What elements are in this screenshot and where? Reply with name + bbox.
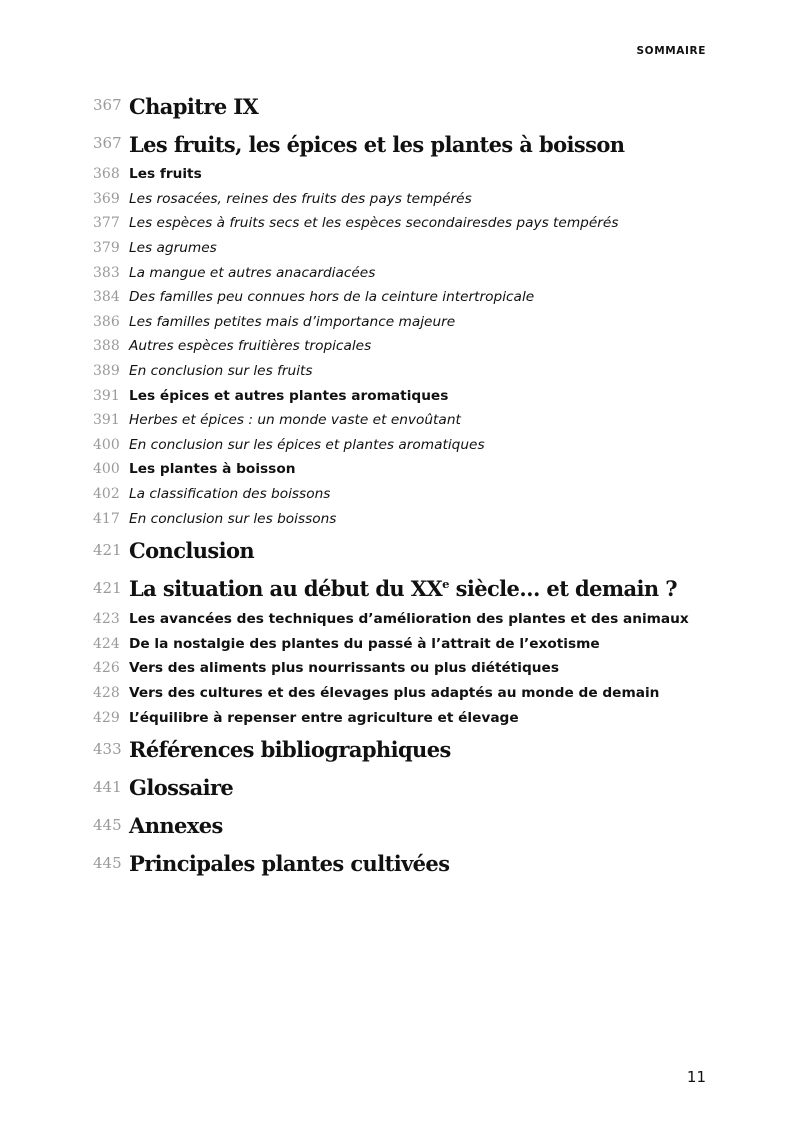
toc-title: Des familles peu connues hors de la ceinture intertropicale [129,289,535,306]
toc-page-number: 367 [93,96,122,114]
toc-page-number: 384 [93,289,120,306]
toc-entry-heading [93,86,740,124]
toc-entry-heading [93,531,740,569]
toc-entry-subsection [93,187,740,212]
running-header: SOMMAIRE [636,45,706,57]
toc-title [129,574,677,601]
toc-title: Glossaire [129,775,234,801]
toc-entry-heading [93,124,740,162]
toc-page-number: 441 [93,777,122,796]
toc-entry-subsection [93,285,740,310]
toc-page-number: 421 [93,578,122,597]
toc-page-number: 386 [93,313,120,330]
toc-title: En conclusion sur les boissons [129,510,337,527]
toc-page-number: 388 [93,338,120,355]
toc-title: En conclusion sur les fruits [129,363,313,380]
toc-title: Herbes et épices : un monde vaste et envoûtant [129,412,461,429]
toc-title-part: siècle… et demain ? [448,576,677,602]
toc-title: La classification des boissons [129,486,331,503]
toc-title: Références bibliographiques [129,737,451,763]
toc-entry-heading [93,844,740,882]
toc-title: Autres espèces fruitières tropicales [129,338,372,355]
toc-entry-heading [93,569,740,607]
toc-entry-section [93,705,740,730]
toc-title: L’équilibre à repenser entre agriculture et élevage [129,709,519,726]
toc-page-number: 428 [93,684,120,701]
toc-title: Vers des aliments plus nourrissants ou plus diététiques [129,660,559,677]
toc-title: Les plantes à boisson [129,461,296,478]
toc-title: La mangue et autres anacardiacées [129,264,376,281]
toc-page-number: 426 [93,660,120,677]
toc-entry-section [93,383,740,408]
toc-page-number: 377 [93,215,120,232]
toc-title: Les fruits, les épices et les plantes à boisson [129,131,625,157]
toc-page-number: 391 [93,412,120,429]
table-of-contents [93,86,740,882]
toc-entry-heading [93,730,740,768]
toc-entry-subsection [93,310,740,335]
toc-page-number: 433 [93,739,122,758]
toc-page-number: 400 [93,436,120,453]
toc-page-number: 429 [93,709,120,726]
toc-entry-subsection [93,408,740,433]
toc-entry-heading [93,768,740,806]
toc-title: Les épices et autres plantes aromatiques [129,387,449,404]
toc-title: Principales plantes cultivées [129,851,450,877]
toc-entry-subsection [93,236,740,261]
toc-entry-section [93,162,740,187]
toc-page-number: 445 [93,815,122,834]
toc-entry-subsection [93,334,740,359]
toc-entry-heading [93,806,740,844]
toc-title: Conclusion [129,538,255,564]
toc-entry-section [93,681,740,706]
toc-title-superscript: e [442,577,449,592]
toc-title: Les rosacées, reines des fruits des pays tempérés [129,190,472,207]
toc-entry-subsection [93,506,740,531]
toc-entry-subsection [93,260,740,285]
toc-entry-section [93,607,740,632]
toc-title-part: La situation au début du XX [129,576,443,602]
toc-page-number: 379 [93,240,120,257]
toc-entry-section [93,457,740,482]
toc-entry-subsection [93,433,740,458]
toc-page-number: 368 [93,166,120,183]
toc-title: Les familles petites mais d’importance majeure [129,313,456,330]
toc-entry-section [93,632,740,657]
toc-title: Les espèces à fruits secs et les espèces secondairesdes pays tempérés [129,215,619,232]
page-number: 11 [686,1068,706,1086]
toc-page-number: 400 [93,461,120,478]
toc-page-number: 421 [93,540,122,559]
toc-page-number: 423 [93,611,120,628]
toc-page-number: 424 [93,635,120,652]
toc-page-number: 383 [93,264,120,281]
toc-page-number: 402 [93,486,120,503]
toc-title: De la nostalgie des plantes du passé à l’attrait de l’exotisme [129,635,600,652]
toc-entry-section [93,656,740,681]
toc-entry-subsection [93,482,740,507]
toc-page-number: 417 [93,510,120,527]
toc-entry-subsection [93,359,740,384]
toc-page-number: 367 [93,134,122,152]
toc-title: Les avancées des techniques d’amélioration des plantes et des animaux [129,611,689,628]
toc-title: Chapitre IX [129,93,259,119]
toc-entry-subsection [93,211,740,236]
toc-page-number: 391 [93,387,120,404]
toc-title: Annexes [129,813,223,839]
toc-title: Vers des cultures et des élevages plus adaptés au monde de demain [129,684,660,701]
toc-page-number: 445 [93,853,122,872]
toc-title: Les agrumes [129,240,217,257]
toc-title: En conclusion sur les épices et plantes aromatiques [129,436,485,453]
toc-title: Les fruits [129,166,202,183]
toc-page-number: 369 [93,190,120,207]
toc-page-number: 389 [93,363,120,380]
